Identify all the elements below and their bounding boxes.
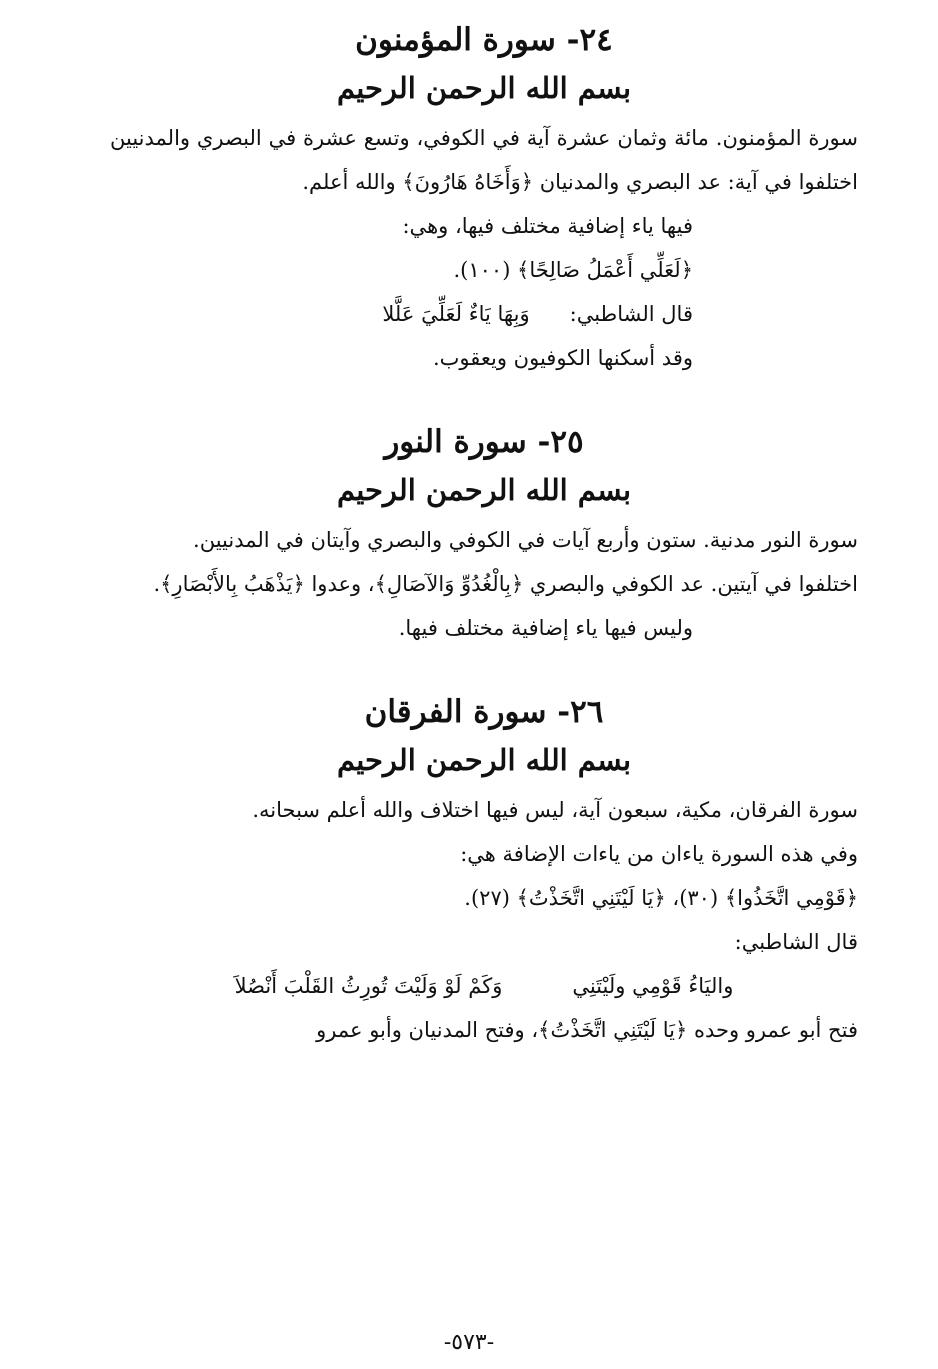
poem-hemistich-1: واليَاءُ قَوْمِي ولَيْتَنِي xyxy=(572,974,734,998)
poem-hemistich-2: وَكَمْ لَوْ وَلَيْتَ تُورِثُ القَلْبَ أَنْصُلاَ xyxy=(234,974,503,998)
section-title: ٢٦- سورة الفرقان xyxy=(364,694,604,730)
section-intro: سورة المؤمنون. مائة وثمان عشرة آية في الكوفي، وتسع عشرة في البصري والمدنيين اختلفوا في آية: عد البصري والمدنيان ﴿وَأَخَاهُ هَارُونَ﴾ والله أعلم. xyxy=(110,126,858,194)
section-intro: سورة الفرقان، مكية، سبعون آية، ليس فيها اختلاف والله أعلم سبحانه. xyxy=(252,798,858,822)
quran-quote-line: ﴿لَعَلِّي أَعْمَلُ صَالِحًا﴾ (١٠٠). xyxy=(453,258,693,282)
body-line: فيها ياء إضافية مختلف فيها، وهي: xyxy=(402,214,693,238)
page-number: -٥٧٣- xyxy=(443,1330,495,1355)
quran-quote-line: ﴿قَوْمِي اتَّخَذُوا﴾ (٣٠)، ﴿يَا لَيْتَنِي اتَّخَذْتُ﴾ (٢٧). xyxy=(464,886,858,910)
section-al-muminun xyxy=(110,18,858,380)
section-title: ٢٤- سورة المؤمنون xyxy=(355,22,613,58)
section-intro-2: اختلفوا في آيتين. عد الكوفي والبصري ﴿بِالْغُدُوِّ وَالآصَالِ﴾، وعدوا ﴿يَذْهَبُ بِالأَبْصَارِ﴾. xyxy=(153,572,858,596)
section-intro: سورة النور مدنية. ستون وأربع آيات في الكوفي والبصري وآيتان في المدنيين. xyxy=(193,528,858,552)
basmala: بسم الله الرحمن الرحيم xyxy=(336,473,632,507)
body-line-last: فتح أبو عمرو وحده ﴿يَا لَيْتَنِي اتَّخَذْتُ﴾، وفتح المدنيان وأبو عمرو xyxy=(316,1018,858,1042)
body-line: وفي هذه السورة ياءان من ياءات الإضافة هي: xyxy=(460,842,858,866)
shatibi-label: قال الشاطبي: xyxy=(734,930,858,954)
shatibi-quote-line: قال الشاطبي: وَبِهَا يَاءٌ لَعَلِّيَ عَلَّلا xyxy=(382,302,693,326)
section-an-nur xyxy=(110,420,858,650)
section-al-furqan xyxy=(110,690,858,1052)
body-line: وليس فيها ياء إضافية مختلف فيها. xyxy=(398,616,693,640)
basmala: بسم الله الرحمن الرحيم xyxy=(336,71,632,105)
basmala: بسم الله الرحمن الرحيم xyxy=(336,743,632,777)
document-page xyxy=(110,18,858,1369)
body-line: وقد أسكنها الكوفيون ويعقوب. xyxy=(432,346,693,370)
poem-verse xyxy=(110,964,858,1008)
section-title: ٢٥- سورة النور xyxy=(384,424,584,460)
